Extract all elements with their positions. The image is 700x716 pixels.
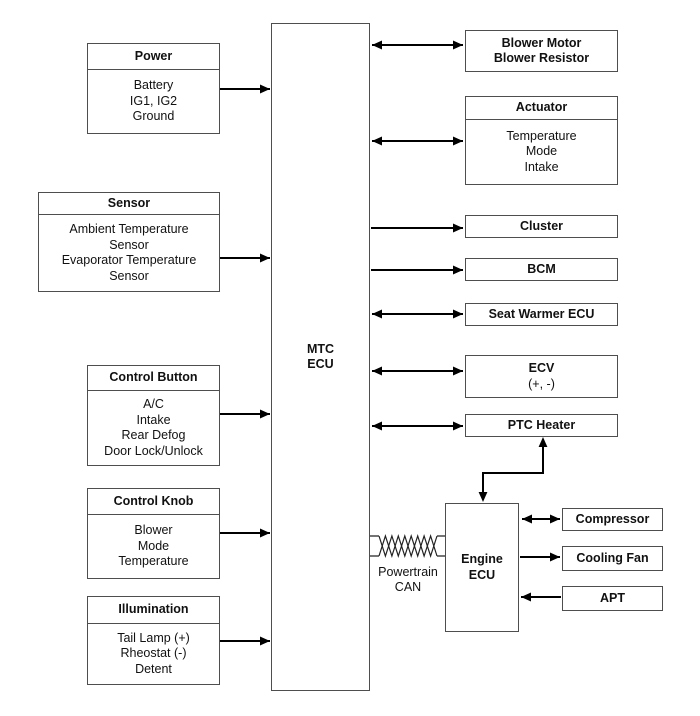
illumination-items	[88, 624, 219, 684]
arrowhead-up-into-ptc	[539, 437, 548, 447]
control-button-item: Rear Defog	[121, 428, 186, 442]
power-title: Power	[88, 44, 219, 70]
illumination-box	[87, 596, 220, 685]
actuator-title: Actuator	[466, 97, 617, 120]
mtc-ecu-label-line2: ECU	[307, 357, 334, 371]
actuator-item: Mode	[525, 144, 558, 159]
powertrain-can-label-line1: Powertrain	[378, 565, 438, 579]
blower-label-line1: Blower Motor	[501, 35, 582, 50]
actuator-items	[466, 120, 617, 184]
control-button-title: Control Button	[88, 366, 219, 391]
ecv-box	[465, 355, 618, 398]
control-button-item: Door Lock/Unlock	[104, 443, 203, 458]
seat-warmer-ecu-label: Seat Warmer ECU	[488, 306, 595, 321]
compressor-label: Compressor	[575, 511, 650, 526]
bcm-label: BCM	[527, 261, 556, 276]
sensor-item: Evaporator Temperature	[61, 253, 197, 267]
control-button-items	[88, 391, 219, 465]
power-item: Battery	[133, 78, 174, 93]
powertrain-can-label	[366, 565, 450, 595]
apt-box	[562, 586, 663, 611]
control-button-box	[87, 365, 220, 466]
arrow-ptc-engine-connector	[483, 446, 543, 494]
power-item: Ground	[132, 109, 175, 124]
powertrain-can-coil-icon	[370, 536, 446, 556]
mtc-ecu-box	[271, 23, 370, 691]
sensor-item: Sensor	[109, 268, 149, 283]
cluster-label: Cluster	[519, 218, 564, 233]
sensor-item: Sensor	[109, 237, 149, 252]
seat-warmer-ecu-box	[465, 303, 618, 326]
control-knob-item: Mode	[137, 538, 170, 553]
engine-ecu-label-line2: ECU	[468, 567, 496, 582]
actuator-item: Temperature	[506, 128, 577, 143]
blower-label-line2: Blower Resistor	[493, 51, 590, 65]
apt-label: APT	[600, 590, 625, 605]
power-item: IG1, IG2	[129, 93, 178, 108]
actuator-box	[465, 96, 618, 185]
control-knob-item: Blower	[134, 523, 173, 538]
control-knob-items	[88, 515, 219, 578]
mtc-ecu-label-line1: MTC	[306, 341, 335, 356]
illumination-item: Detent	[135, 661, 172, 676]
arrowhead-down-into-engine	[479, 492, 488, 502]
sensor-title: Sensor	[39, 193, 219, 215]
actuator-item: Intake	[524, 159, 559, 174]
cooling-fan-label: Cooling Fan	[576, 550, 649, 565]
sensor-box	[38, 192, 220, 292]
engine-ecu-label-line1: Engine	[461, 552, 503, 566]
ecv-label-line2: (+, -)	[528, 376, 555, 391]
power-items	[88, 70, 219, 133]
blower-box	[465, 30, 618, 72]
control-knob-title: Control Knob	[88, 489, 219, 515]
illumination-item: Tail Lamp (+)	[117, 630, 190, 645]
compressor-box	[562, 508, 663, 531]
engine-ecu-box	[445, 503, 519, 632]
control-button-item: Intake	[136, 412, 171, 427]
illumination-title: Illumination	[88, 597, 219, 624]
ptc-heater-box	[465, 414, 618, 437]
ecv-label-line1: ECV	[528, 361, 555, 375]
ptc-heater-label: PTC Heater	[507, 417, 576, 432]
cluster-box	[465, 215, 618, 238]
control-knob-item: Temperature	[118, 554, 189, 569]
powertrain-can-label-line2: CAN	[394, 580, 422, 594]
sensor-items	[39, 215, 219, 291]
bcm-box	[465, 258, 618, 281]
sensor-item: Ambient Temperature	[69, 222, 189, 236]
control-knob-box	[87, 488, 220, 579]
cooling-fan-box	[562, 546, 663, 571]
power-box	[87, 43, 220, 134]
illumination-item: Rheostat (-)	[120, 646, 187, 661]
control-button-item: A/C	[143, 397, 164, 411]
